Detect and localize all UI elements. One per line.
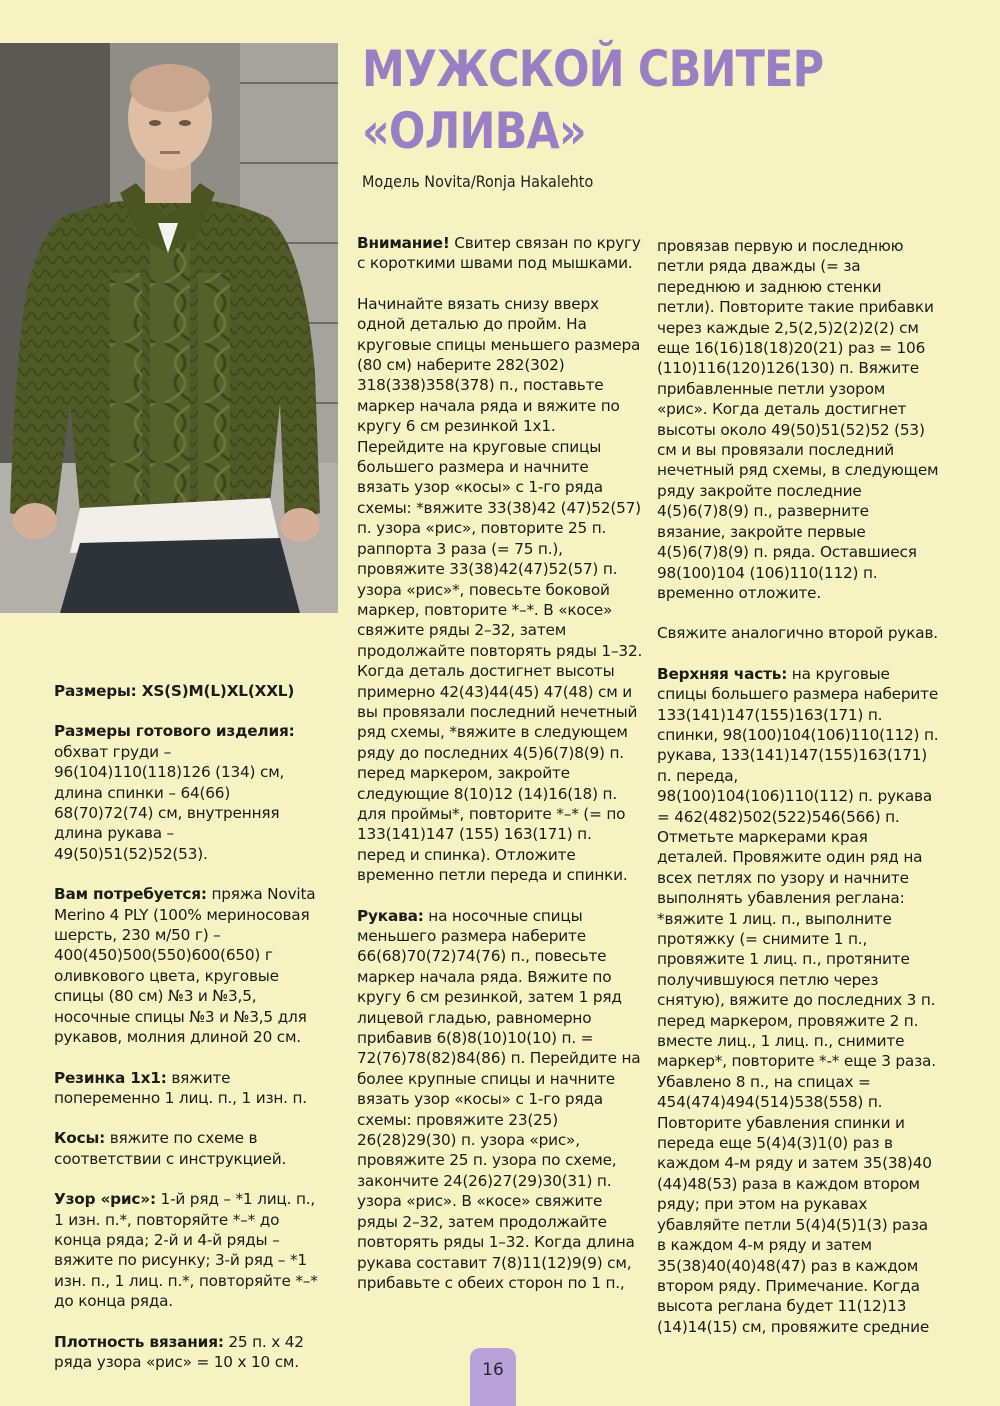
upper-part-text: на круговые спицы большего размера наберите 133(141)147(155)163(171) п. спинки, 98(100)104(106)110(112) п. рукава, 133(141)147(155)163(171) п. переда, 98(100)104(106)110(112) п. рукава = 462(482)502(522)546(566) п. Отметьте маркерами края деталей. Провяжите один ряд на всех петлях по узору и начните выполнять убавления реглана: *вяжите 1 лиц. п., выполните протяжку (= снимите 1 п., провяжите 1 лиц. п., протяните получившуюся петлю через снятую), вяжите до последних 3 п. перед маркером, провяжите 2 п. вместе лиц., 1 лиц. п., снимите маркер*, повторите *-* еще 3 раза. Убавлено 8 п., на спицах = 454(474)494(514)538(558) п. Повторите убавления спинки и переда еще 5(4)4(3)1(0) раз в каждом 4-м ряду и затем 35(38)40 (44)48(53) раза в каждом втором ряду; при этом на рукавах убавляйте петли 5(4)4(5)1(3) раза в каждом 4-м ряду и затем 35(38)40(40)48(47) раз в каждом втором ряду. Примечание. Когда высота реглана будет 11(12)13 (14)14(15) см, провяжите средние — [657, 664, 939, 1336]
sweater-photo — [0, 43, 338, 613]
second-sleeve-text: Свяжите аналогично второй рукав. — [657, 624, 938, 643]
cables-text: вяжите по схеме в соответствии с инструкцией. — [54, 1129, 287, 1168]
sleeve-continued-text: провязав первую и последнюю петли ряда дважды (= за переднюю и заднюю стенки петли). Повторите такие прибавки через каждые 2,5(2,5)2(2)2(2) см еще 16(16)18(18)20(21) раз = 106 (110)116(120)126(130) п. Вяжите прибавленные петли узором «рис». Когда деталь достигнет высоты около 49(50)51(52)52 (53) см и вы провязали последний нечетный ряд схемы, в следующем ряду закройте последние 4(5)6(7)8(9) п., разверните вязание, закройте первые 4(5)6(7)8(9) п. ряда. Оставшиеся 98(100)104 (106)110(112) п. временно отложите. — [657, 237, 939, 602]
model-credit: Модель Novita/Ronja Hakalehto — [362, 172, 594, 191]
sizes-label: Размеры: XS(S)M(L)XL(XXL) — [54, 682, 295, 700]
cables-label: Косы: — [54, 1129, 106, 1148]
rib-label: Резинка 1х1: — [54, 1068, 167, 1087]
rice-pattern-label: Узор «рис»: — [54, 1190, 156, 1209]
sleeves-text: на носочные спицы меньшего размера наберите 66(68)70(72)74(76) п., повесьте маркер начала ряда. Вяжите по кругу 6 см резинкой, затем 1 ряд лицевой гладью, равномерно прибавив 6(8)8(10)10(10) п. = 72(76)78(82)84(86) п. Перейдите на более крупные спицы и начните вязать узор «косы» с 1-го ряда схемы: провяжите 23(25) 26(28)29(30) п. узора «рис», провяжите 25 п. узора по схеме, закончите 24(26)27(29)30(31) п. узора «рис». В «косе» свяжите ряды 2–32, затем продолжайте повторять ряды 1–32. Когда длина рукава составит 7(8)11(12)9(9) см, прибавьте с обеих сторон по 1 п., — [357, 906, 641, 1292]
attention-text: Свитер связан по кругу с короткими швами под мышками. — [357, 234, 641, 273]
finished-size-label: Размеры готового изделия: — [54, 722, 295, 741]
column-3 — [657, 236, 939, 1357]
rice-pattern-text: 1-й ряд – *1 лиц. п., 1 изн. п.*, повторяйте *–* до конца ряда; 2-й и 4-й ряды – вяжите по рисунку; 3-й ряд – *1 изн. п., 1 лиц. п.*, повторяйте *–* до конца ряда. — [54, 1190, 318, 1311]
column-1 — [54, 681, 326, 1392]
column-2 — [357, 233, 643, 1313]
page-number-badge — [470, 1348, 516, 1406]
sleeves-label: Рукава: — [357, 906, 424, 925]
body-instructions: Начинайте вязать снизу вверх одной деталью до пройм. На круговые спицы меньшего размера (80 см) наберите 282(302) 318(338)358(378) п., поставьте маркер начала ряда и вяжите по кругу 6 см резинкой 1х1. Перейдите на круговые спицы большего размера и начните вязать узор «косы» с 1-го ряда схемы: *вяжите 33(38)42 (47)52(57) п. узора «рис», повторите 25 п. раппорта 3 раза (= 75 п.), провяжите 33(38)42(47)52(57) п. узора «рис»*, повесьте боковой маркер, повторите *–*. В «косе» свяжите ряды 2–32, затем продолжайте повторять ряды 1–32. Когда деталь достигнет высоты примерно 42(43)44(45) 47(48) см и вы провязали последний нечетный ряд схемы, *вяжите в следующем ряду до последних 4(5)6(7)8(9) п. перед маркером, закройте следующие 8(10)12 (14)16(18) п. для проймы*, повторите *–* (= по 133(141)147 (155) 163(171) п. перед и спинка). Отложите временно петли переда и спинки. — [357, 294, 643, 885]
gauge-label: Плотность вязания: — [54, 1332, 224, 1351]
attention-label: Внимание! — [357, 234, 450, 252]
page-number: 16 — [482, 1360, 504, 1380]
rib-text: вяжите попеременно 1 лиц. п., 1 изн. п. — [54, 1068, 307, 1107]
materials-text: пряжа Novita Merino 4 PLY (100% мериносовая шерсть, 230 м/50 г) – 400(450)500(550)600(650) г оливкового цвета, круговые спицы (80 см) №3 и №3,5, носочные спицы №3 и №3,5 для рукавов, молния длиной 20 см. — [54, 885, 316, 1047]
materials-label: Вам потребуется: — [54, 885, 207, 904]
title-line-2: «ОЛИВА» — [362, 102, 586, 160]
gauge-text: 25 п. х 42 ряда узора «рис» = 10 х 10 см. — [54, 1332, 304, 1371]
article-title — [362, 38, 895, 162]
finished-size-text: обхват груди – 96(104)110(118)126 (134) см, длина спинки – 64(66) 68(70)72(74) см, внутренняя длина рукава – 49(50)51(52)52(53). — [54, 742, 285, 863]
upper-part-label: Верхняя часть: — [657, 664, 788, 683]
title-line-1: МУЖСКОЙ СВИТЕР — [362, 40, 824, 98]
